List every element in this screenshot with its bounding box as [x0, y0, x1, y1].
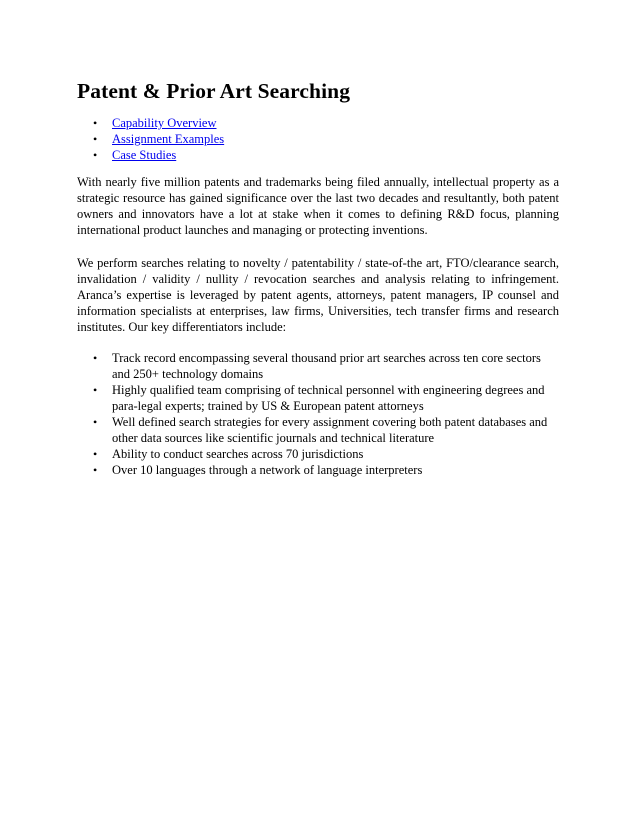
capability-overview-link[interactable]: Capability Overview [112, 116, 217, 130]
page-title: Patent & Prior Art Searching [77, 79, 351, 103]
case-studies-link[interactable]: Case Studies [112, 148, 177, 162]
list-item [77, 131, 559, 147]
list-item: • Over 10 languages through a network of language interpreters [77, 462, 559, 478]
list-item: • Well defined search strategies for every assignment covering both patent databases and other data sources like scientific journals and technical literature [77, 414, 559, 446]
section-links [77, 115, 559, 163]
differentiators-list [77, 350, 559, 478]
document-page [77, 78, 559, 478]
services-paragraph: We perform searches relating to novelty / patentability / state-of-the art, FTO/clearance search, invalidation / validity / nullity / revocation searches and analysis relating to infringement. Aranca’s expertise is leveraged by patent agents, attorneys, patent managers, IP counsel and information specialists at enterprises, law firms, Universities, tech transfer firms and research institutes. Our key differentiators include: [77, 256, 559, 334]
assignment-examples-link[interactable]: Assignment Examples [112, 132, 225, 146]
list-item: • Ability to conduct searches across 70 jurisdictions [77, 446, 559, 462]
list-item [77, 115, 559, 131]
intro-paragraph: With nearly five million patents and trademarks being filed annually, intellectual property as a strategic resource has gained significance over the last two decades and resultantly, both patent owners and innovators have a lot at stake when it comes to defining R&D focus, planning international product launches and managing or protecting inventions. [77, 175, 559, 237]
list-item: • Track record encompassing several thousand prior art searches across ten core sectors and 250+ technology domains [77, 350, 559, 382]
list-item: • Highly qualified team comprising of technical personnel with engineering degrees and para-legal experts; trained by US & European patent attorneys [77, 382, 559, 414]
list-item [77, 147, 559, 163]
